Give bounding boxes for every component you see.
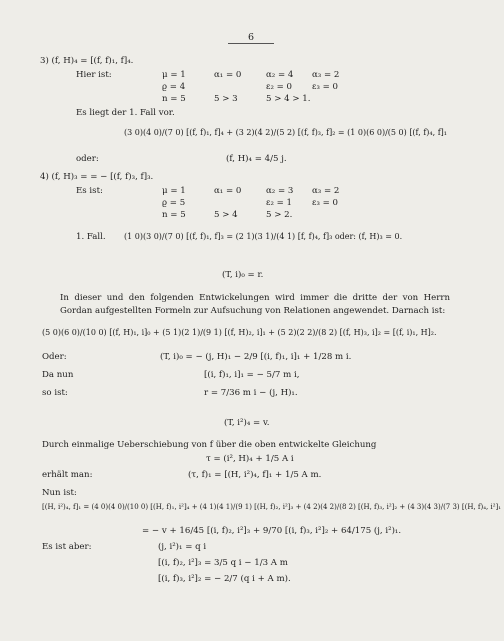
case3-eps3: ε₃ = 0 bbox=[312, 82, 339, 92]
aber-equation-2: [(i, f)₂, i²]₃ = 3/5 q i − 1/3 A m bbox=[158, 558, 288, 568]
section-heading-r: (T, i)₀ = r. bbox=[222, 270, 264, 280]
case3-hier-ist: Hier ist: bbox=[76, 70, 112, 80]
case4-alpha2: α₂ = 3 bbox=[266, 186, 294, 196]
case3-equation: (3 0)(4 0)/(7 0) [(f, f)₁, f]₄ + (3 2)(4 2)/(5 2) [(f, f)₃, f]₂ = (1 0)(6 0)/(5 0) [(f, f)₄, f]₁ bbox=[124, 128, 447, 137]
page-number: 6 bbox=[247, 32, 255, 43]
case4-alpha3: α₃ = 2 bbox=[312, 186, 340, 196]
case4-equation: (1 0)(3 0)/(7 0) [(f, f)₁, f]₃ = (2 1)(3 1)/(4 1) [f, f)₄, f]₃ oder: (f, H)₃ = 0. bbox=[124, 232, 403, 241]
case4-eps2: ε₂ = 1 bbox=[266, 198, 293, 208]
durch-text: Durch einmalige Ueberschiebung von f über die oben entwickelte Gleichung bbox=[42, 440, 377, 450]
nun-ist-label: Nun ist: bbox=[42, 488, 77, 498]
aber-equation-3: [(i, f)₃, i²]₂ = − 2/7 (q i + A m). bbox=[158, 574, 291, 584]
case3-alpha1: α₁ = 0 bbox=[214, 70, 242, 80]
case4-fall: 1. Fall. bbox=[76, 232, 106, 242]
case3-rho: ϱ = 4 bbox=[162, 82, 186, 92]
section-heading-v: (T, i²)₄ = v. bbox=[224, 418, 270, 428]
aber-equation-1: (j, i²)₁ = q i bbox=[158, 542, 207, 552]
so-ist-label: so ist: bbox=[42, 388, 68, 398]
case3-eps2: ε₂ = 0 bbox=[266, 82, 293, 92]
case4-n: n = 5 bbox=[162, 210, 186, 220]
nun-equation-line1: [(H, i²)₄, f]₁ = (4 0)(4 0)/(10 0) [(H, f)₁, i²]₄ + (4 1)(4 1)/(9 1) [(H, f)₂, i²]₃ + (4 2)(4 2)/(8 2) [(H, f)₃, i²]₂ + (4 3)(4 3)/(7 3) [(H, f)₄, i²]₁ bbox=[42, 503, 502, 511]
case4-rho: ϱ = 5 bbox=[162, 198, 186, 208]
case3-alpha2: α₂ = 4 bbox=[266, 70, 294, 80]
tau-equation: τ = (i², H)₄ + 1/5 A i bbox=[206, 454, 294, 464]
case3-heading: 3) (f, H)₄ = [(f, f)₁, f]₄. bbox=[40, 56, 134, 66]
case3-mu: μ = 1 bbox=[162, 70, 186, 80]
erhalt-label: erhält man: bbox=[42, 470, 93, 480]
case4-heading: 4) (f, H)₃ = = − [(f, f)₃, f]₃. bbox=[40, 172, 154, 182]
case3-n: n = 5 bbox=[162, 94, 186, 104]
case3-ineq1: 5 > 3 bbox=[214, 94, 238, 104]
da-nun-equation: [(i, f)₁, i]₁ = − 5/7 m i, bbox=[204, 370, 300, 380]
case4-mu: μ = 1 bbox=[162, 186, 186, 196]
da-nun-label: Da nun bbox=[42, 370, 74, 380]
es-ist-aber-label: Es ist aber: bbox=[42, 542, 92, 552]
case3-oder: oder: bbox=[76, 154, 99, 164]
gordan-equation: (5 0)(6 0)/(10 0) [(f, H)₁, i]₀ + (5 1)(2 1)/(9 1) [(f, H)₂, i]₁ + (5 2)(2 2)/(8 2) [(f, H)₃, i]₂ = [(f, i)₁, H]₂. bbox=[42, 328, 437, 337]
case4-alpha1: α₁ = 0 bbox=[214, 186, 242, 196]
case3-alpha3: α₃ = 2 bbox=[312, 70, 340, 80]
page-number-rule bbox=[228, 43, 274, 44]
case4-eps3: ε₃ = 0 bbox=[312, 198, 339, 208]
oder-equation: (T, i)₀ = − (j, H)₁ − 2/9 [(i, f)₁, i]₁ + 1/28 m i. bbox=[160, 352, 352, 362]
case4-es-ist: Es ist: bbox=[76, 186, 103, 196]
case3-es-liegt: Es liegt der 1. Fall vor. bbox=[76, 108, 175, 118]
case4-ineq1: 5 > 4 bbox=[214, 210, 238, 220]
oder-label: Oder: bbox=[42, 352, 67, 362]
case4-ineq2: 5 > 2. bbox=[266, 210, 293, 220]
case3-ineq2: 5 > 4 > 1. bbox=[266, 94, 311, 104]
case3-result: (f, H)₄ = 4/5 j. bbox=[226, 154, 287, 164]
nun-equation-line2: = − v + 16/45 [(i, f)₂, i²]₃ + 9/70 [(i, f)₃, i²]₂ + 64/175 (j, i²)₁. bbox=[142, 526, 402, 536]
so-ist-equation: r = 7/36 m i − (j, H)₁. bbox=[204, 388, 298, 398]
erhalt-equation: (τ, f)₁ = [(H, i²)₄, f]₁ + 1/5 A m. bbox=[188, 470, 322, 480]
intro-paragraph: In dieser und den folgenden Entwickelungen wird immer die dritte der von Herrn Gordan aufgestellten Formeln zur Aufsuchung von Relationen angewendet. Darnach ist: bbox=[60, 293, 450, 316]
